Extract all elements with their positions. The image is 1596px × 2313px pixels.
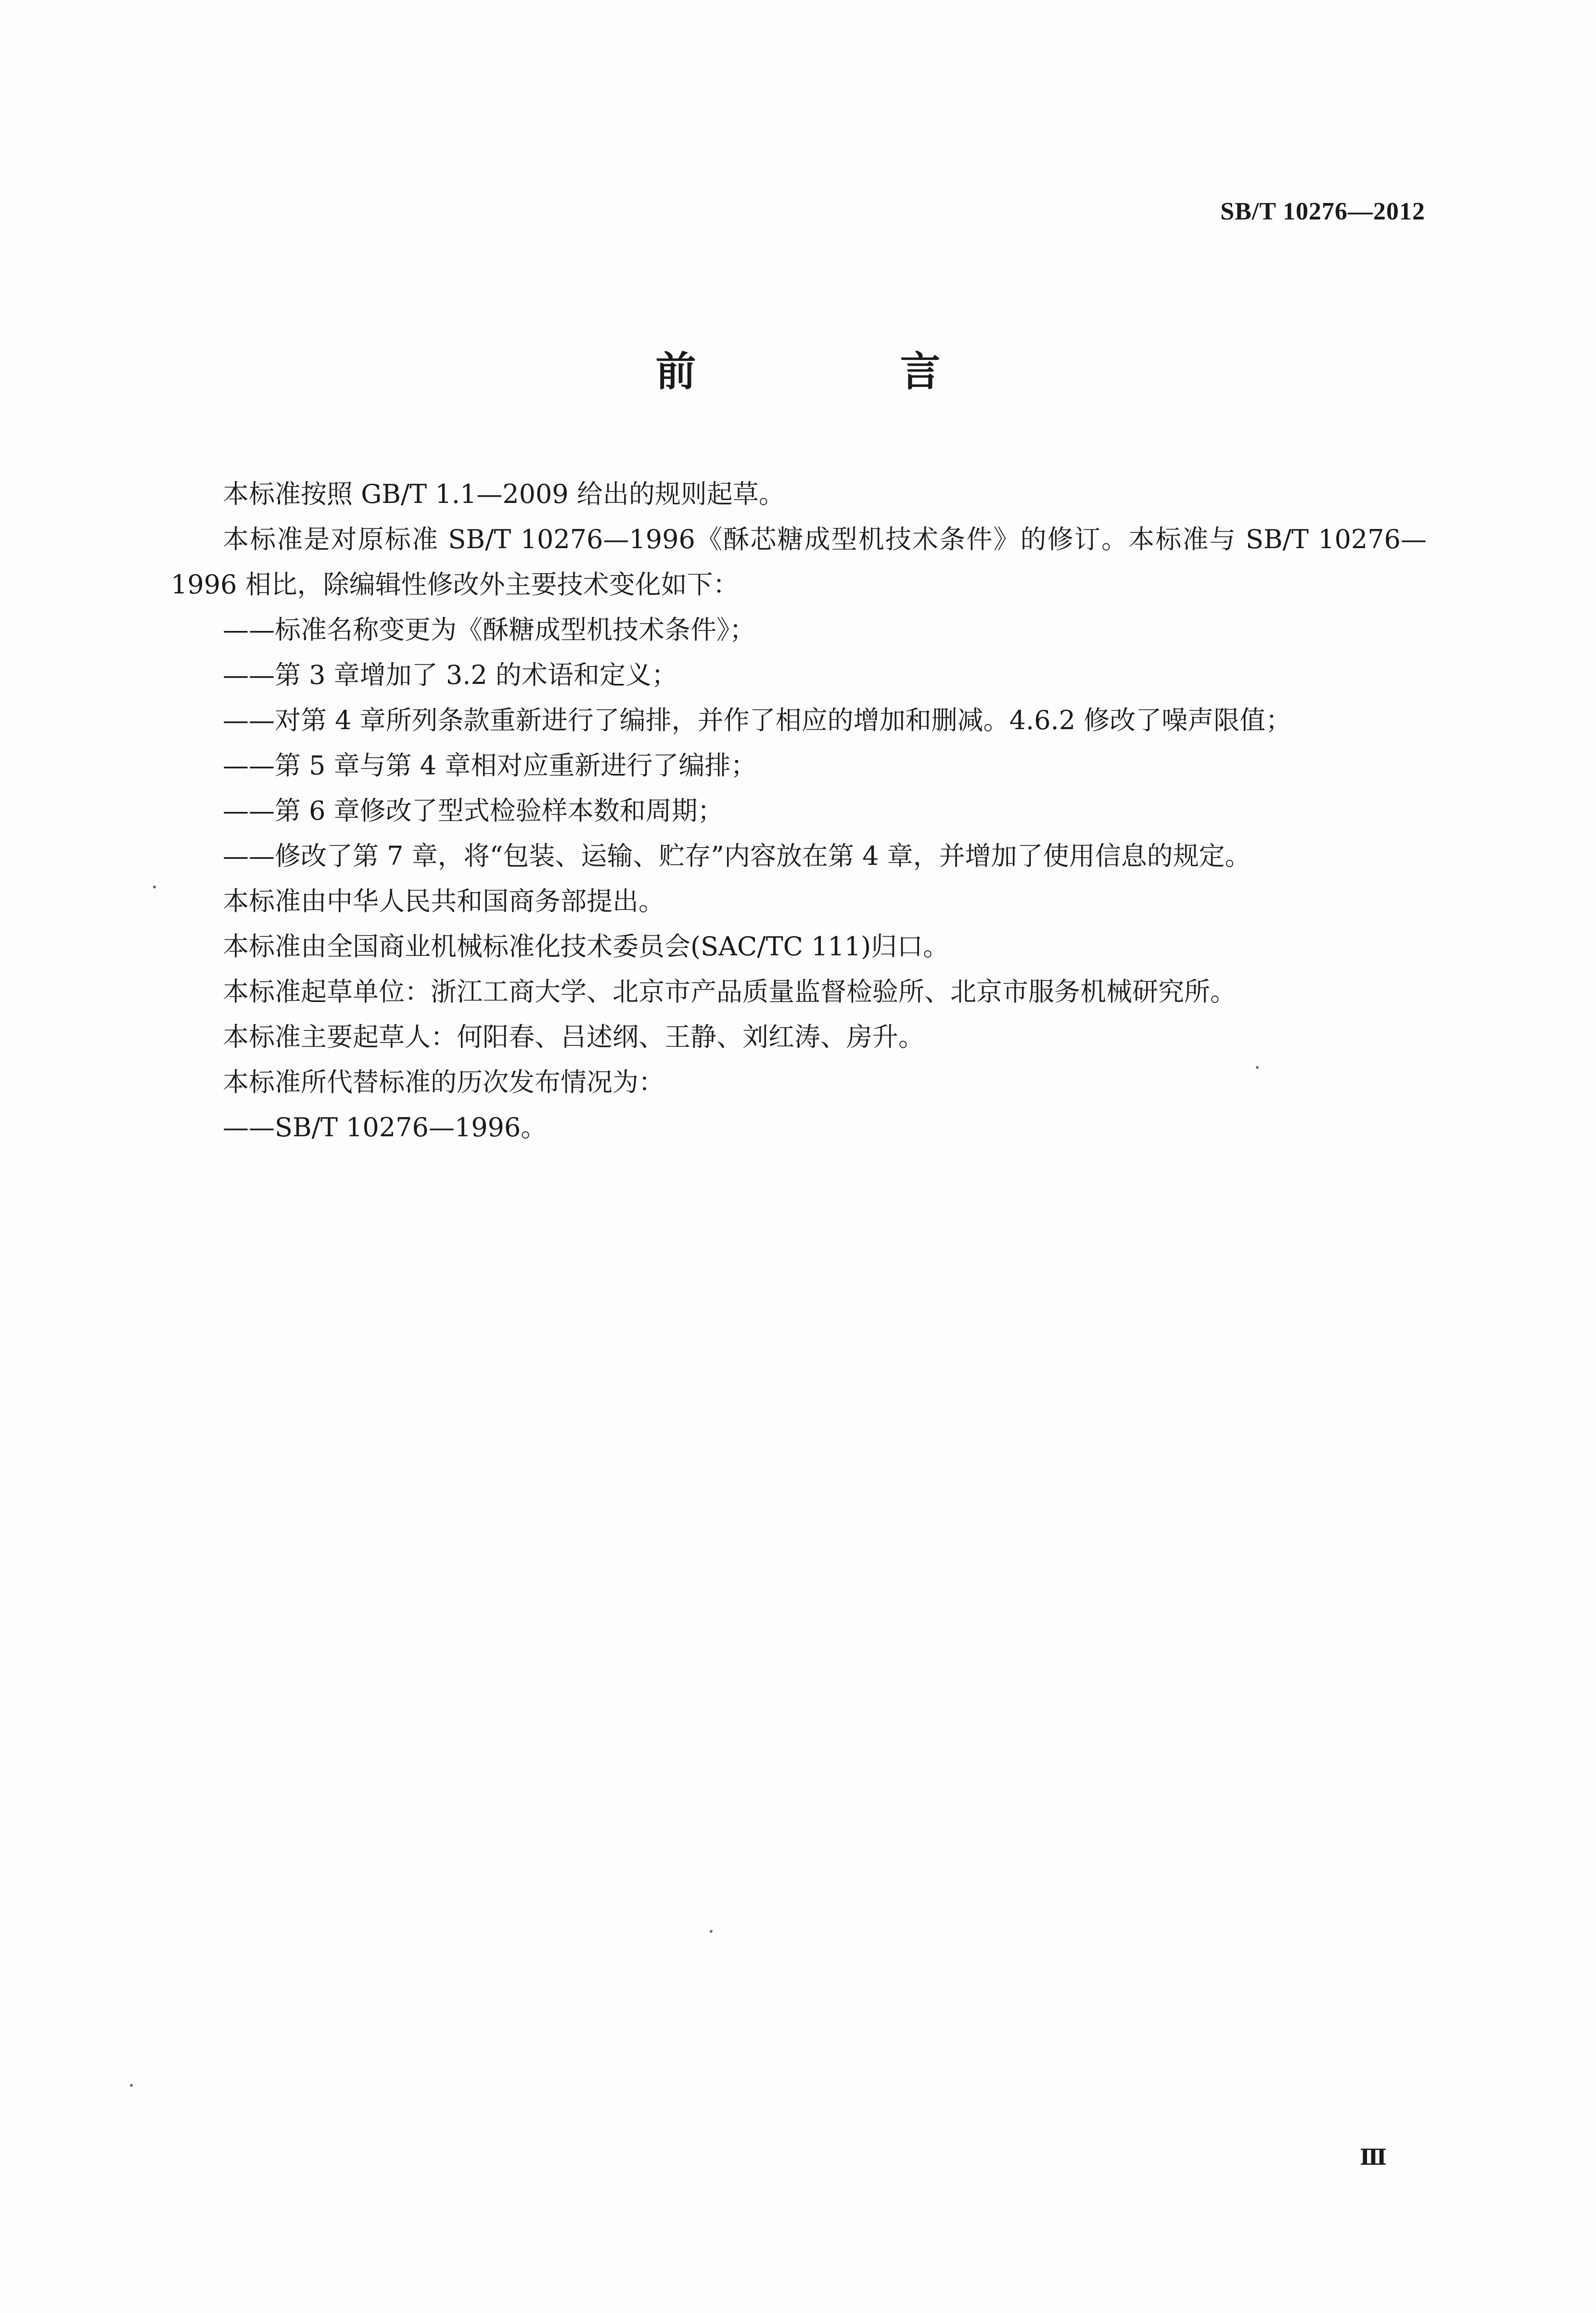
paragraph-committee: 本标准由全国商业机械标准化技术委员会(SAC/TC 111)归口。 <box>223 931 949 962</box>
paragraph-proposer: 本标准由中华人民共和国商务部提出。 <box>223 886 664 916</box>
change-item-name: ——标准名称变更为《酥糖成型机技术条件》； <box>223 615 755 645</box>
change-item-chapter4: ——对第 4 章所列条款重新进行了编排，并作了相应的增加和删减。4.6.2 修改了噪声限值； <box>223 705 1292 735</box>
paragraph-drafting-rules: 本标准按照 GB/T 1.1—2009 给出的规则起草。 <box>223 479 785 509</box>
scan-speck <box>710 1930 713 1933</box>
history-item: ——SB/T 10276—1996。 <box>223 1112 547 1143</box>
change-item-terms: ——第 3 章增加了 3.2 的术语和定义； <box>223 660 677 690</box>
paragraph-drafters: 本标准主要起草人：何阳春、吕述纲、王静、刘红涛、房升。 <box>223 1022 924 1052</box>
scan-speck <box>153 886 156 888</box>
change-item-chapter5: ——第 5 章与第 4 章相对应重新进行了编排； <box>223 750 757 781</box>
document-code: SB/T 10276—2012 <box>1220 198 1425 225</box>
paragraph-revision-note: 本标准是对原标准 SB/T 10276—1996《酥芯糖成型机技术条件》的修订。本标准与 SB/T 10276—1996 相比，除编辑性修改外主要技术变化如下： <box>171 524 1427 600</box>
paragraph-drafting-units: 本标准起草单位：浙江工商大学、北京市产品质量监督检验所、北京市服务机械研究所。 <box>223 977 1236 1007</box>
change-item-chapter6: ——第 6 章修改了型式检验样本数和周期； <box>223 796 724 826</box>
change-item-chapter7: ——修改了第 7 章，将“包装、运输、贮存”内容放在第 4 章，并增加了使用信息的规定。 <box>223 841 1251 871</box>
page-number: Ⅲ <box>1359 2145 1387 2170</box>
scan-speck <box>130 2084 133 2087</box>
scan-speck <box>1256 1066 1259 1069</box>
foreword-body <box>171 472 1427 1150</box>
page-title: 前 言 <box>655 348 1022 395</box>
paragraph-history: 本标准所代替标准的历次发布情况为： <box>223 1067 664 1097</box>
